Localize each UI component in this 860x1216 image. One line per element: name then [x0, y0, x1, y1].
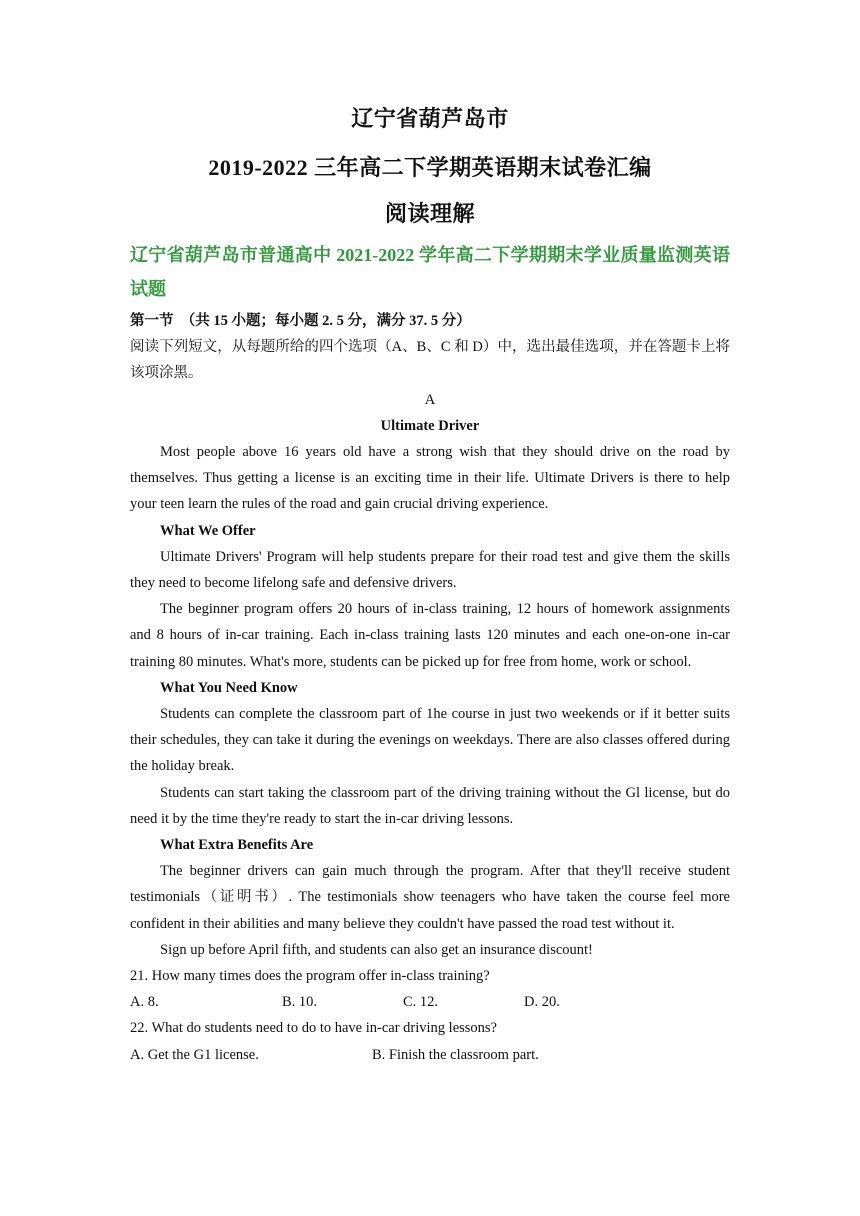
passage-subheading: What We Offer	[160, 522, 256, 539]
option-c: C. 12.	[403, 994, 439, 1011]
option-b: B. Finish the classroom part.	[372, 1046, 539, 1063]
section-instructions: 阅读下列短文，从每题所给的四个选项（A、B、C 和 D）中，选出最佳选项，并在答题卡上将该项涂黑。	[130, 339, 730, 382]
passage-paragraph: Ultimate Drivers' Program will help students prepare for their road test and give them the skills they need to become lifelong safe and defensive drivers.	[130, 548, 730, 592]
question-options	[130, 1042, 730, 1068]
option-b: B. 10.	[282, 994, 318, 1011]
question-options	[130, 989, 730, 1015]
passage-subheading: What You Need Know	[160, 679, 298, 696]
passage-paragraph: The beginner drivers can gain much through the program. After that they'll receive student testimonials（证明书）. The testimonials show teenagers who have taken the course feel more confident in their abilities and many believe they couldn't have passed the road test without it.	[130, 863, 730, 932]
passage-title: Ultimate Driver	[380, 417, 480, 434]
question-stem: 22. What do students need to do to have in-car driving lessons?	[130, 1020, 497, 1037]
passage-paragraph: Students can complete the classroom part of 1he course in just two weekends or if it better suits their schedules, they can take it during the evenings on weekdays. There are also classes offered during the holiday break.	[130, 706, 730, 775]
passage-letter: A	[424, 391, 436, 408]
question-stem: 21. How many times does the program offer in-class training?	[130, 968, 490, 985]
doc-title-years: 2019-2022 三年高二下学期英语期末试卷汇编	[208, 155, 652, 180]
passage-paragraph: Most people above 16 years old have a strong wish that they should drive on the road by themselves. Thus getting a license is an exciting time in their life. Ultimate Drivers is there to help your teen learn the rules of the road and gain crucial driving experience.	[130, 444, 730, 513]
option-a: A. 8.	[130, 994, 159, 1011]
doc-title-region: 辽宁省葫芦岛市	[351, 106, 509, 131]
doc-title-type: 阅读理解	[384, 201, 475, 226]
passage-subheading: What Extra Benefits Are	[160, 837, 314, 854]
source-heading: 辽宁省葫芦岛市普通高中 2021-2022 学年高二下学期期末学业质量监测英语试题	[130, 245, 730, 299]
passage-paragraph: The beginner program offers 20 hours of in-class training, 12 hours of homework assignments and 8 hours of in-car training. Each in-class training lasts 120 minutes and each one-on-one in-car training 80 minutes. What's more, students can be picked up for free from home, work or school.	[130, 601, 730, 670]
option-a: A. Get the G1 license.	[130, 1046, 259, 1063]
section-label: 第一节 （共 15 小题；每小题 2. 5 分，满分 37. 5 分）	[130, 313, 471, 329]
passage-paragraph: Students can start taking the classroom part of the driving training without the Gl license, but do need it by the time they're ready to start the in-car driving lessons.	[130, 784, 730, 827]
passage-paragraph: Sign up before April fifth, and students can also get an insurance discount!	[160, 941, 593, 958]
document-page	[130, 104, 730, 1068]
option-d: D. 20.	[524, 994, 560, 1011]
